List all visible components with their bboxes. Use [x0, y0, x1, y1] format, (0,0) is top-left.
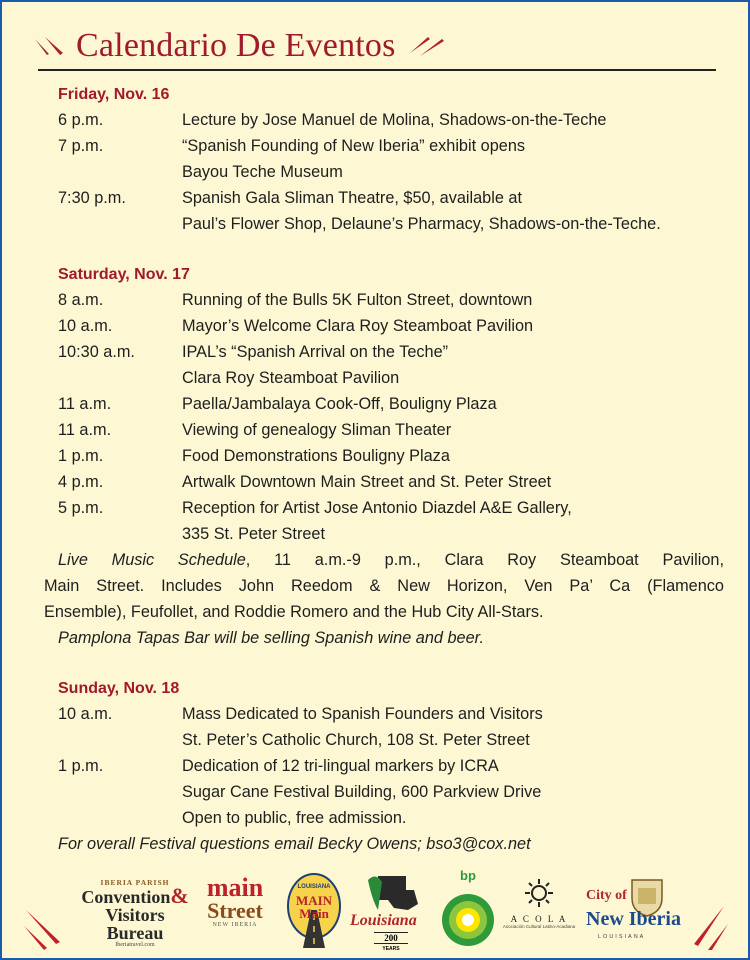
- day-heading-friday: Friday, Nov. 16: [58, 86, 170, 103]
- event-time: 11 a.m.: [58, 421, 112, 439]
- event-time: 5 p.m.: [58, 499, 104, 517]
- event-description: Sugar Cane Festival Building, 600 Parkview Drive: [182, 783, 542, 801]
- schedule: [44, 82, 724, 857]
- live-music-line3: Ensemble), Feufollet, and Roddie Romero and the Hub City All-Stars.: [44, 603, 544, 621]
- event-description: Paul’s Flower Shop, Delaune’s Pharmacy, Shadows-on-the-Teche.: [182, 215, 661, 233]
- event-time: 10 a.m.: [58, 317, 113, 335]
- louisiana-200-logo: Louisiana 200 YEARS: [348, 870, 432, 954]
- event-time: 1 p.m.: [58, 757, 104, 775]
- event-description: 335 St. Peter Street: [182, 525, 325, 543]
- event-row: [58, 133, 724, 159]
- convention-visitors-bureau-logo: IBERIA PARISH Convention& Visitors Bureau Iberiatravel.com: [81, 878, 189, 948]
- event-description: IPAL’s “Spanish Arrival on the Teche”: [182, 343, 449, 361]
- event-time: 10 a.m.: [58, 705, 113, 723]
- acola-logo: A C O L A Asociación Cultural Latino-Acadiana: [500, 878, 578, 929]
- event-description: Running of the Bulls 5K Fulton Street, downtown: [182, 291, 533, 309]
- footer-note: For overall Festival questions email Becky Owens; bso3@cox.net: [58, 835, 531, 853]
- event-time: 8 a.m.: [58, 291, 104, 309]
- bp-logo: bp: [438, 868, 498, 954]
- title-right-swoosh-icon: [406, 33, 446, 59]
- event-row: [58, 185, 724, 211]
- event-row: [58, 443, 724, 469]
- event-description: Reception for Artist Jose Antonio Diazdel A&E Gallery,: [182, 499, 572, 517]
- event-description: Paella/Jambalaya Cook-Off, Bouligny Plaza: [182, 395, 497, 413]
- event-time: 11 a.m.: [58, 395, 112, 413]
- louisiana-main-street-logo: LOUISIANA MAIN Main: [285, 870, 343, 950]
- event-description: Dedication of 12 tri-lingual markers by ICRA: [182, 757, 499, 775]
- event-row: [58, 287, 724, 313]
- event-description: “Spanish Founding of New Iberia” exhibit opens: [182, 137, 526, 155]
- city-of-new-iberia-logo: City of New Iberia LOUISIANA: [582, 874, 668, 954]
- day-heading-saturday: Saturday, Nov. 17: [58, 266, 190, 283]
- event-row: [58, 753, 724, 779]
- event-description: Clara Roy Steamboat Pavilion: [182, 369, 400, 387]
- event-row: [58, 495, 724, 521]
- event-time: 10:30 a.m.: [58, 343, 135, 361]
- event-row: [58, 339, 724, 365]
- day-heading-sunday: Sunday, Nov. 18: [58, 680, 180, 697]
- main-street-logo: main Street NEW IBERIA: [206, 873, 264, 928]
- event-row: [58, 469, 724, 495]
- event-description: Open to public, free admission.: [182, 809, 407, 827]
- event-row-continued: [58, 727, 724, 753]
- event-row-continued: [58, 365, 724, 391]
- title-underline: [38, 69, 716, 71]
- event-time: 1 p.m.: [58, 447, 104, 465]
- event-row-continued: [58, 779, 724, 805]
- live-music-line1: , 11 a.m.-9 p.m., Clara Roy Steamboat Pavilion,: [245, 551, 724, 569]
- event-row: [58, 391, 724, 417]
- event-row-continued: [58, 159, 724, 185]
- event-row-continued: [58, 805, 724, 831]
- event-row-continued: [58, 521, 724, 547]
- event-row-continued: [58, 211, 724, 237]
- live-music-note: [44, 547, 724, 651]
- event-description: Mass Dedicated to Spanish Founders and Visitors: [182, 705, 543, 723]
- event-time: 7:30 p.m.: [58, 189, 126, 207]
- title-row: [32, 24, 446, 68]
- event-row: [58, 701, 724, 727]
- live-music-title: Live Music Schedule: [58, 551, 246, 569]
- event-description: Artwalk Downtown Main Street and St. Peter Street: [182, 473, 552, 491]
- event-description: Viewing of genealogy Sliman Theater: [182, 421, 452, 439]
- event-row: [58, 417, 724, 443]
- event-description: St. Peter’s Catholic Church, 108 St. Peter Street: [182, 731, 530, 749]
- event-time: 7 p.m.: [58, 137, 104, 155]
- event-row: [58, 313, 724, 339]
- event-description: Bayou Teche Museum: [182, 163, 343, 181]
- live-music-line2: Main Street. Includes John Reedom & New Horizon, Ven Pa’ Ca (Flamenco: [44, 577, 724, 595]
- tapas-note: Pamplona Tapas Bar will be selling Spanish wine and beer.: [58, 629, 484, 647]
- event-description: Lecture by Jose Manuel de Molina, Shadows-on-the-Teche: [182, 111, 607, 129]
- event-description: Spanish Gala Sliman Theatre, $50, available at: [182, 189, 523, 207]
- title-left-swoosh-icon: [32, 33, 66, 59]
- bottom-right-swoosh-icon: [684, 902, 730, 952]
- event-time: 6 p.m.: [58, 111, 104, 129]
- pelican-state-icon: [348, 870, 432, 916]
- sun-emblem-icon: [524, 878, 554, 908]
- event-description: Food Demonstrations Bouligny Plaza: [182, 447, 450, 465]
- event-time: 4 p.m.: [58, 473, 104, 491]
- event-description: Mayor’s Welcome Clara Roy Steamboat Pavilion: [182, 317, 534, 335]
- event-row: [58, 107, 724, 133]
- sponsor-logos: [2, 864, 748, 958]
- bottom-left-swoosh-icon: [22, 904, 66, 952]
- page-title: Calendario De Eventos: [76, 27, 396, 64]
